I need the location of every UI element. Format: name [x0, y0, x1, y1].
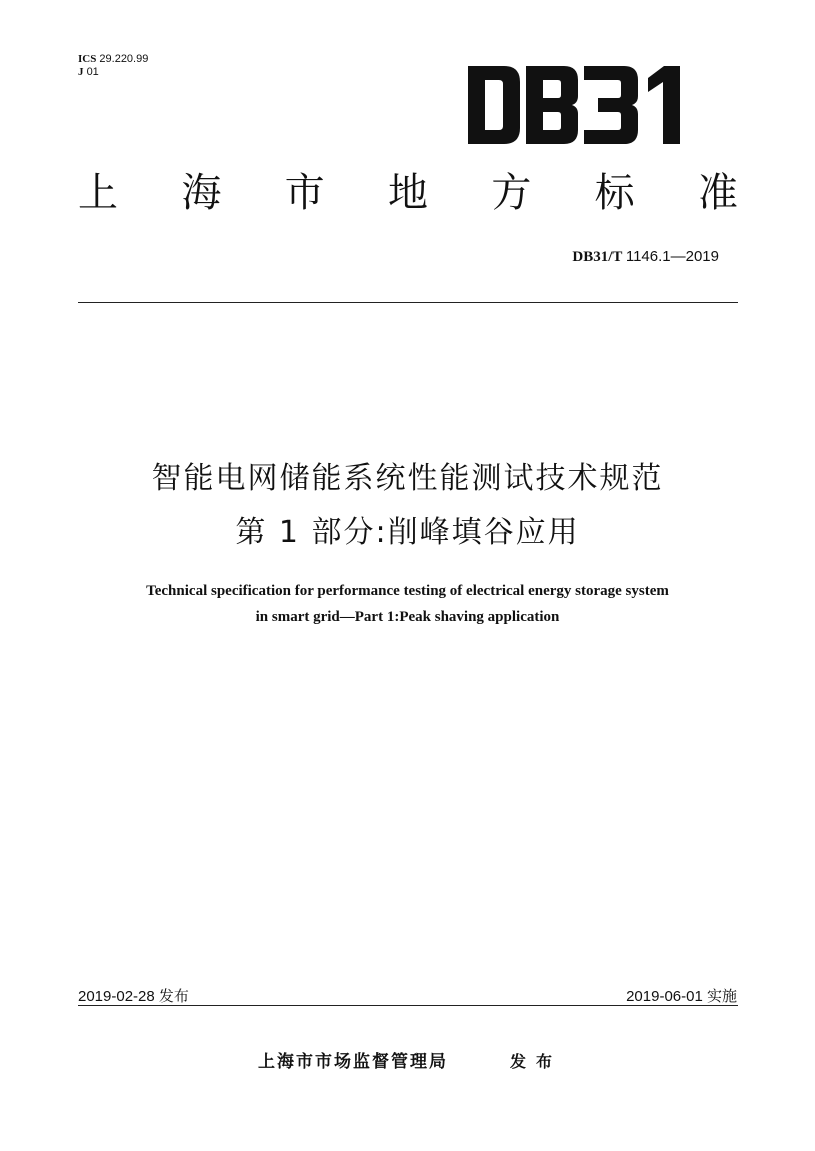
standard-type-char: 准 [697, 170, 738, 216]
publish-verb: 发布 [510, 1052, 563, 1071]
document-number [572, 248, 719, 266]
implement-date: 2019-06-01 实施 [626, 988, 737, 1005]
standard-type-heading [78, 164, 738, 222]
title-cn-line1: 智能电网储能系统性能测试技术规范 [151, 461, 664, 496]
title-cn-line2: 第 1 部分:削峰填谷应用 [235, 515, 580, 550]
document-number-value: 1146.1—2019 [625, 248, 719, 265]
title-en-line1: Technical specification for performance testing of electrical energy storage system [146, 583, 669, 599]
ccs-code: 01 [86, 66, 99, 78]
header-divider [78, 302, 738, 303]
standard-type-char: 地 [387, 170, 428, 216]
issue-date: 2019-02-28 发布 [78, 988, 189, 1005]
ics-label: ICS [78, 53, 97, 65]
ics-line [78, 53, 148, 66]
standard-type-char: 海 [181, 170, 222, 216]
publisher: 上海市市场监督管理局 [258, 1052, 448, 1072]
ics-code: 29.220.99 [99, 53, 149, 65]
standard-type-char: 上 [78, 170, 118, 216]
footer-divider [78, 1005, 738, 1006]
classification-codes [78, 53, 148, 79]
standard-type-char: 市 [284, 170, 325, 216]
ccs-line [78, 66, 148, 79]
document-number-prefix: DB31/T [572, 249, 623, 265]
standard-type-char: 方 [491, 170, 532, 216]
standard-type-char: 标 [594, 170, 635, 216]
db31-logo [468, 66, 696, 144]
title-en-line2: in smart grid—Part 1:Peak shaving application [255, 609, 560, 625]
ccs-label: J [78, 66, 84, 78]
